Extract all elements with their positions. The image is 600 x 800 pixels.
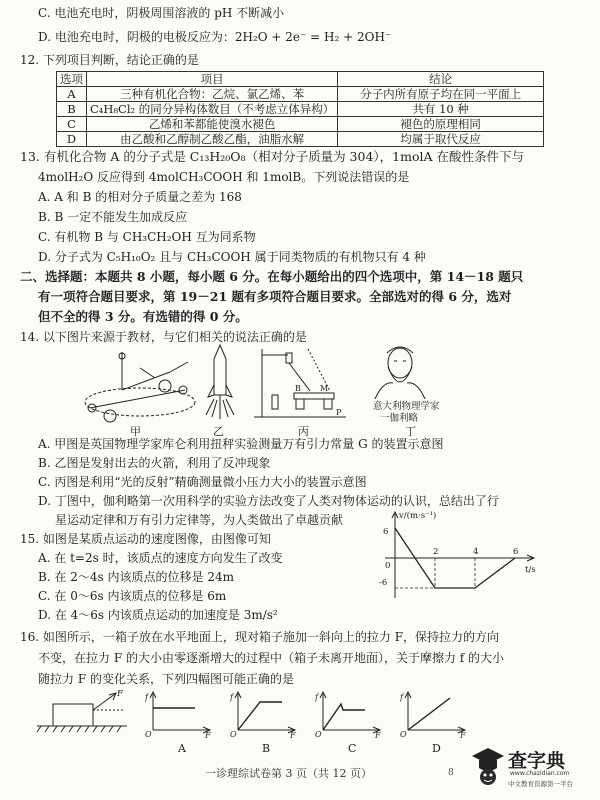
figure-jia-torsion-balance (80, 350, 200, 425)
logo-url: www.chazidian.com (510, 770, 570, 777)
table-cell: 分子内所有原子均在同一平面上 (338, 87, 544, 102)
q13-option-b: B. B 一定不能发生加成反应 (38, 210, 188, 224)
logo-text: 查字典 (508, 750, 566, 772)
table-cell: B (57, 102, 87, 117)
axis-origin: O (315, 730, 322, 738)
graph-ylabel: v/(m·s⁻¹) (399, 511, 437, 521)
q14-option-d-line-1: D. 丁图中，伽利略第一次用科学的实验方法改变了人类对物体运动的认识，总结出了行 (38, 494, 499, 508)
table-cell: D (57, 132, 87, 147)
axis-origin: O (230, 730, 237, 738)
xtick-6: 6 (513, 547, 519, 557)
option-c-line: C. 电池充电时，阴极周围溶液的 pH 不断减小 (38, 6, 285, 20)
graph-label-d: D (432, 742, 441, 755)
q13-option-a: A. A 和 B 的相对分子质量之差为 168 (38, 190, 242, 204)
ytick-6: 6 (383, 527, 389, 537)
q14-option-c: C. 丙图是利用“光的反射”精确测量微小压力大小的装置示意图 (38, 475, 367, 489)
graph-label-c: C (348, 742, 357, 755)
q16-graph-c (315, 690, 385, 738)
axis-F: F (290, 731, 296, 738)
caption-jia: 甲 (130, 425, 141, 438)
axis-origin: O (145, 730, 152, 738)
graduation-cap-icon (470, 744, 506, 788)
table-cell: 均属于取代反应 (338, 132, 544, 147)
table-cell: 三种有机化合物：乙烷、氯乙烯、苯 (87, 87, 338, 102)
q13-stem-2: 4molH₂O 反应得到 4molCH₃COOH 和 1molB。下列说法错误的是 (38, 170, 410, 184)
q15-stem: 15. 如图是某质点运动的速度图像，由图像可知 (20, 532, 271, 546)
table-header-cell: 选项 (57, 72, 87, 87)
q12-stem: 12. 下列项目判断，结论正确的是 (20, 53, 199, 67)
q14-stem: 14. 以下图片来源于教材，与它们相关的说法正确的是 (20, 330, 307, 344)
q16-stem-2: 不变，在拉力 F 的大小由零逐渐增大的过程中（箱子未离开地面），关于摩擦力 f 的大小 (38, 651, 505, 665)
table-cell: 褪色的原理相同 (338, 117, 544, 132)
axis-F: F (375, 731, 381, 738)
axis-F: F (460, 731, 466, 738)
portrait-caption-1: 意大利物理学家 (373, 401, 440, 412)
table-cell: A (57, 87, 87, 102)
q14-option-b: B. 乙图是发射出去的火箭，利用了反冲现象 (38, 456, 271, 470)
table-cell: C₄H₈Cl₂ 的同分异构体数目（不考虑立体异构） (87, 102, 338, 117)
q14-option-a: A. 甲图是英国物理学家库仑利用扭秤实验测量万有引力常量 G 的装置示意图 (38, 437, 444, 451)
axis-f: f (145, 693, 148, 702)
table-cell: 由乙酸和乙醇制乙酸乙酯，油脂水解 (87, 132, 338, 147)
q13-stem-1: 13. 有机化合物 A 的分子式是 C₁₃H₂₀O₈（相对分子质量为 304），1molA 在酸性条件下与 (20, 149, 524, 164)
table-cell: 共有 10 种 (338, 102, 544, 117)
q15-option-d: D. 在 4～6s 内该质点运动的加速度是 3m/s² (38, 608, 278, 622)
letter-p: P (336, 408, 342, 417)
graph-xlabel: t/s (525, 565, 536, 575)
q12-table (56, 71, 544, 147)
table-cell: 乙烯和苯都能使溴水褪色 (87, 117, 338, 132)
section2-line-1: 二、选择题：本题共 8 小题，每小题 6 分。在每小题给出的四个选项中，第 14－18 题只 (20, 269, 524, 284)
table-header-cell: 结论 (338, 72, 544, 87)
q16-box-figure (35, 688, 130, 736)
letter-m: M (320, 384, 329, 393)
table-row (57, 132, 544, 147)
table-header-row (57, 72, 544, 87)
chazidian-logo (470, 740, 590, 794)
option-d-line: D. 电池充电时，阴极的电极反应为：2H₂O + 2e⁻ = H₂ + 2OH⁻ (38, 30, 392, 44)
q16-graph-b (230, 690, 300, 738)
axis-f: f (230, 693, 233, 702)
q15-option-a: A. 在 t=2s 时，该质点的速度方向发生了改变 (38, 551, 283, 565)
table-row (57, 102, 544, 117)
figure-yi-rocket (200, 343, 240, 423)
page-mark: 8 (448, 768, 454, 778)
caption-ding: 丁 (405, 425, 416, 438)
axis-origin: O (400, 730, 407, 738)
table-header-cell: 项目 (87, 72, 338, 87)
graph-label-a: A (178, 742, 186, 755)
xtick-4: 4 (473, 547, 479, 557)
section2-line-2: 有一项符合题目要求，第 19－21 题有多项符合题目要求。全部选对的得 6 分，选对 (38, 289, 512, 304)
portrait-caption-2: 一伽利略 (380, 413, 419, 424)
q16-graph-d (400, 690, 470, 738)
figure-bing-light-reflection (250, 345, 350, 423)
logo-sub: 中文教育资源第一平台 (508, 780, 573, 788)
force-label: F (117, 689, 123, 699)
q15-option-c: C. 在 0～6s 内该质点的位移是 6m (38, 589, 227, 603)
ytick-neg6: -6 (379, 578, 388, 588)
table-cell: C (57, 117, 87, 132)
q16-stem-1: 16. 如图所示，一箱子放在水平地面上，现对箱子施加一斜向上的拉力 F，保持拉力的方向 (20, 630, 500, 644)
axis-f: f (315, 693, 318, 702)
q15-velocity-graph (375, 508, 545, 608)
q14-option-d-line-2: 星运动定律和万有引力定律等，为人类做出了卓越贡献 (55, 513, 344, 527)
page-footer: 一诊理综试卷第 3 页（共 12 页） (205, 767, 372, 780)
letter-b: B (295, 384, 301, 393)
axis-F: F (205, 731, 211, 738)
section2-line-3: 但不全的得 3 分。有选错的得 0 分。 (38, 309, 248, 324)
q13-option-d: D. 分子式为 C₅H₁₀O₂ 且与 CH₃COOH 属于同类物质的有机物只有 4 种 (38, 250, 426, 264)
graph-label-b: B (262, 742, 271, 755)
q15-option-b: B. 在 2～4s 内该质点的位移是 24m (38, 570, 234, 584)
table-row (57, 87, 544, 102)
q16-graph-a (145, 690, 215, 738)
xtick-2: 2 (433, 547, 439, 557)
axis-f: f (400, 693, 403, 702)
graph-origin: 0 (385, 561, 391, 571)
caption-yi: 乙 (213, 425, 224, 438)
q16-stem-3: 随拉力 F 的变化关系，下列四幅图可能正确的是 (38, 672, 294, 686)
figure-ding-portrait (365, 343, 435, 399)
table-row (57, 117, 544, 132)
caption-bing: 丙 (298, 425, 309, 438)
q13-option-c: C. 有机物 B 与 CH₃CH₂OH 互为同系物 (38, 230, 256, 244)
